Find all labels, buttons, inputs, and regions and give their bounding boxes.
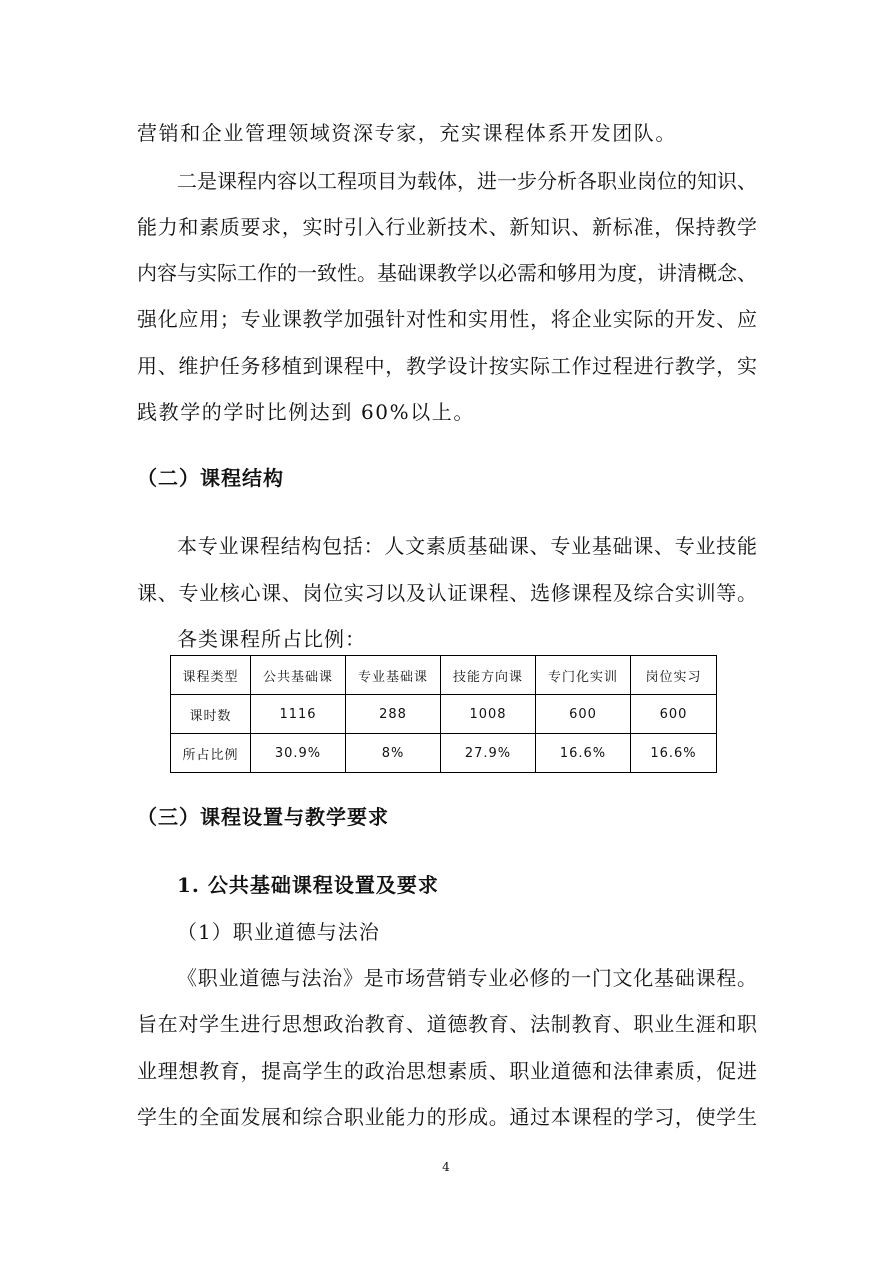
section-heading-course-settings: （三）课程设置与教学要求 [137,805,389,829]
page-number: 4 [442,1160,450,1174]
paragraph-line: 学生的全面发展和综合职业能力的形成。通过本课程的学习，使学生 [137,1105,757,1129]
table-cell: 技能方向课 [441,656,536,695]
course-ratio-table [170,655,717,773]
item-heading: （1）职业道德与法治 [177,920,380,944]
table-cell: 1116 [251,695,346,734]
table-cell: 公共基础课 [251,656,346,695]
table-cell: 600 [536,695,631,734]
table-row [171,656,717,695]
table-cell: 岗位实习 [631,656,717,695]
paragraph-line: 本专业课程结构包括：人文素质基础课、专业基础课、专业技能 [177,534,757,558]
table-row [171,695,717,734]
table-cell: 所占比例 [171,734,251,773]
table-cell: 600 [631,695,717,734]
table-cell: 课程类型 [171,656,251,695]
table-cell: 1008 [441,695,536,734]
paragraph-line: 践教学的学时比例达到 60%以上。 [137,400,476,424]
paragraph-line: 营销和企业管理领域资深专家，充实课程体系开发团队。 [137,121,677,145]
paragraph-line: 二是课程内容以工程项目为载体，进一步分析各职业岗位的知识、 [177,169,757,193]
table-cell: 288 [346,695,441,734]
table-row [171,734,717,773]
table-cell: 30.9% [251,734,346,773]
table-caption: 各类课程所占比例： [177,627,366,651]
subsection-heading: 1. 公共基础课程设置及要求 [177,873,439,897]
table-cell: 16.6% [536,734,631,773]
table-cell: 27.9% [441,734,536,773]
table-cell: 专业基础课 [346,656,441,695]
paragraph-line: 内容与实际工作的一致性。基础课教学以必需和够用为度，讲清概念、 [137,261,757,285]
paragraph-line: 课、专业核心课、岗位实习以及认证课程、选修课程及综合实训等。 [137,581,757,605]
paragraph-line: 用、维护任务移植到课程中，教学设计按实际工作过程进行教学，实 [137,354,757,378]
paragraph-line: 能力和素质要求，实时引入行业新技术、新知识、新标准，保持教学 [137,215,757,239]
paragraph-line: 《职业道德与法治》是市场营销专业必修的一门文化基础课程。 [177,966,757,990]
table-cell: 专门化实训 [536,656,631,695]
table-cell: 8% [346,734,441,773]
paragraph-line: 强化应用；专业课教学加强针对性和实用性，将企业实际的开发、应 [137,307,757,331]
table-cell: 课时数 [171,695,251,734]
paragraph-line: 旨在对学生进行思想政治教育、道德教育、法制教育、职业生涯和职 [137,1012,757,1036]
paragraph-line: 业理想教育，提高学生的政治思想素质、职业道德和法律素质，促进 [137,1059,757,1083]
section-heading-course-structure: （二）课程结构 [137,466,284,490]
table-cell: 16.6% [631,734,717,773]
